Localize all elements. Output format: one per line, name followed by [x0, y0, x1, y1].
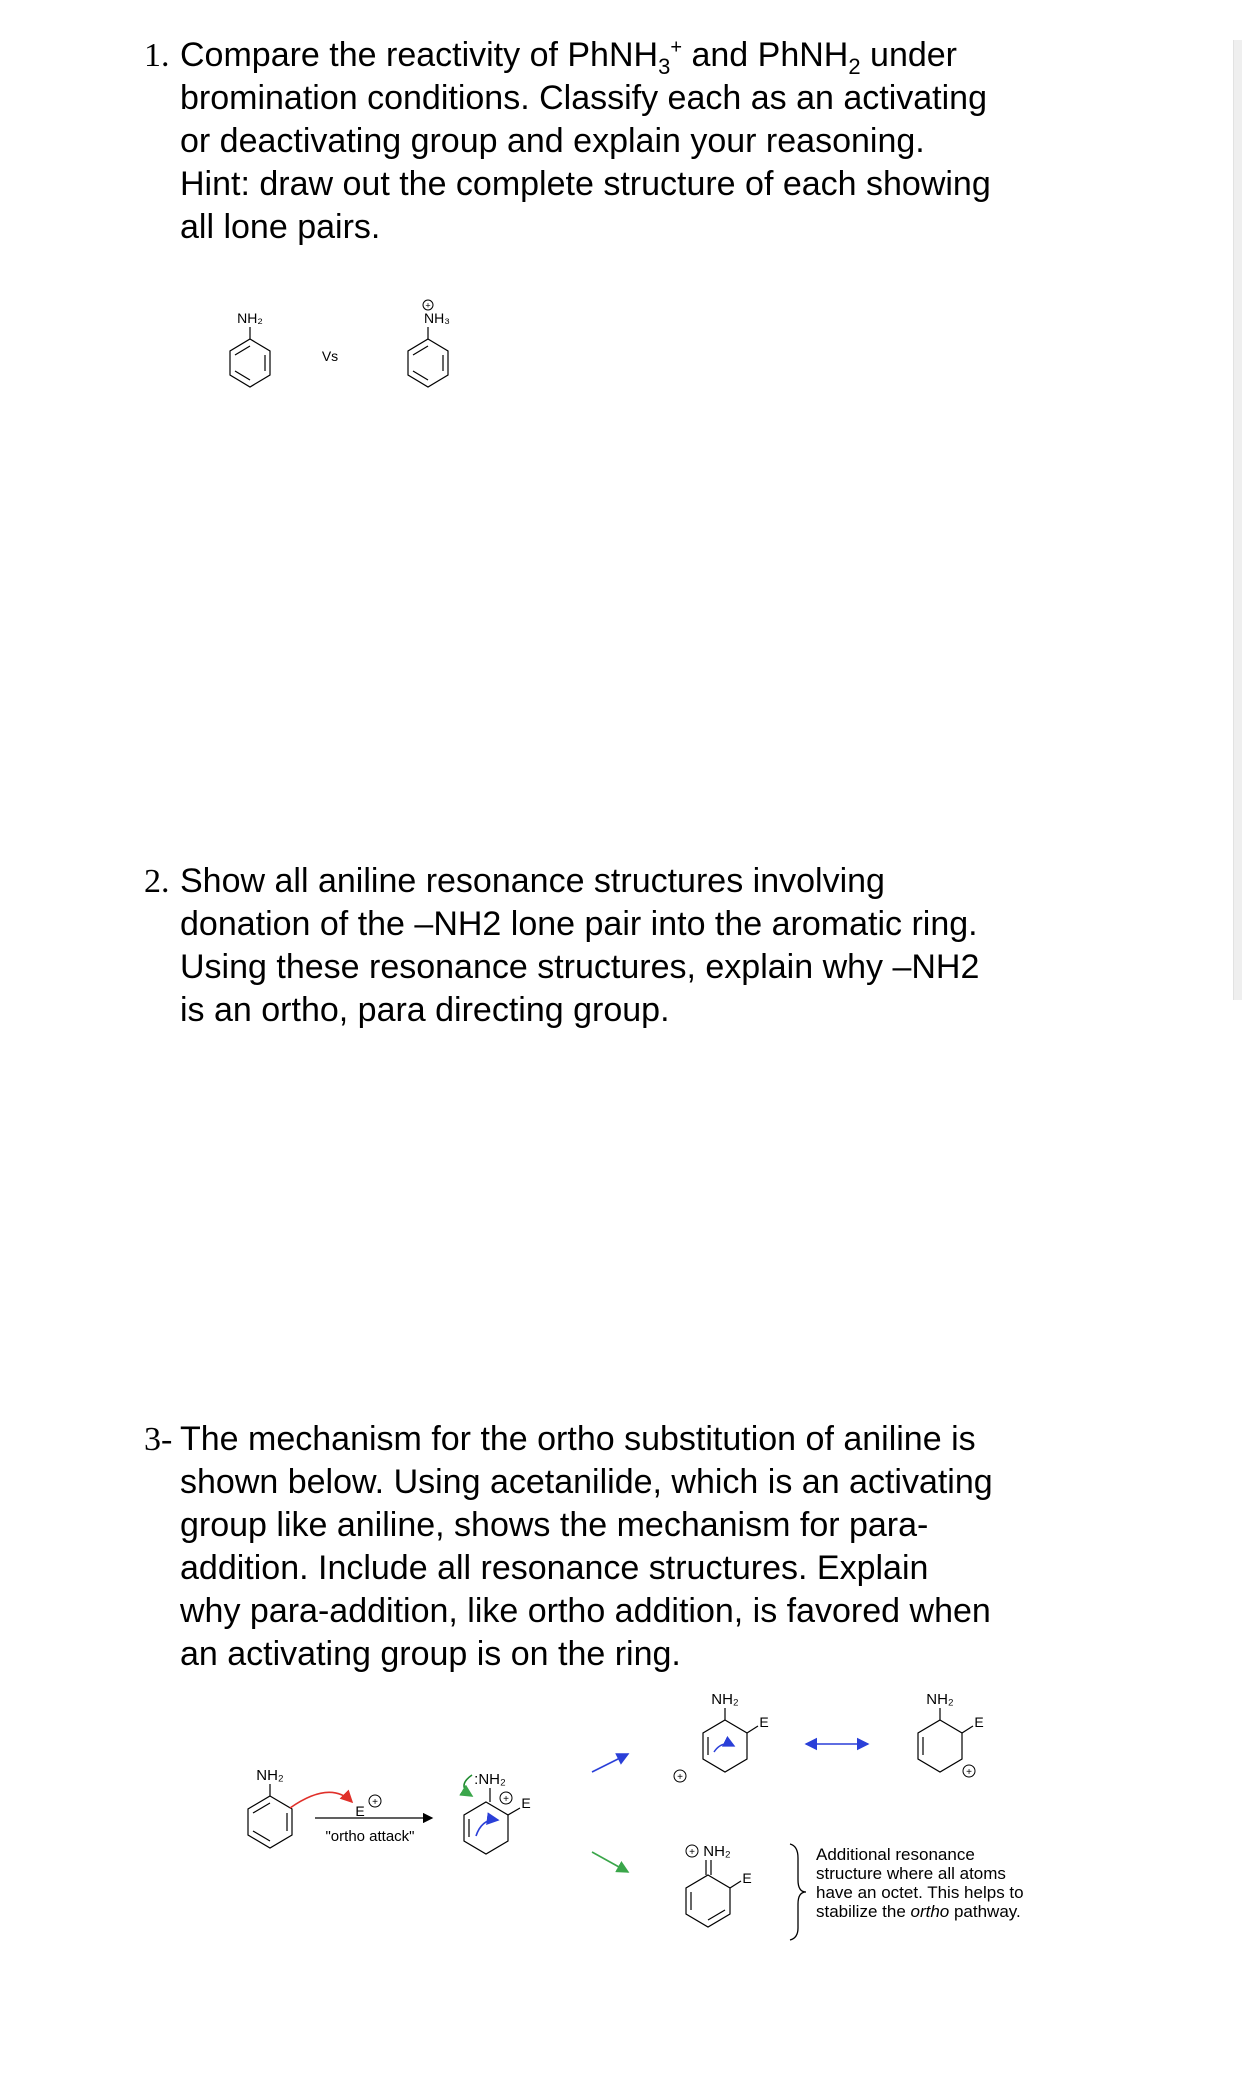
resonance-a-nh2-label: NH₂: [711, 1691, 739, 1708]
resonance-c-ring: [686, 1875, 730, 1927]
blue-resonance-arrow-up: [592, 1754, 628, 1772]
question-number: 1.: [144, 37, 170, 74]
intermediate-e-label: E: [521, 1795, 531, 1811]
question-3-line-5: why para-addition, like ortho addition, is favored when: [180, 1592, 991, 1630]
anilinium-charge: +: [425, 300, 431, 311]
resonance-bracket: [790, 1844, 806, 1940]
question-1-line-4: Hint: draw out the complete structure of each showing: [180, 165, 991, 203]
question-3: [144, 1418, 1120, 1676]
vs-label: Vs: [321, 348, 339, 364]
question-3-line-2: shown below. Using acetanilide, which is an activating: [180, 1463, 993, 1501]
resonance-b-ring: [918, 1720, 962, 1772]
benzene-ring-left: [230, 339, 270, 387]
question-1: [144, 34, 1120, 249]
green-resonance-arrow-down: [592, 1852, 628, 1872]
question-number: 3-: [144, 1421, 173, 1458]
question-number: 2.: [144, 863, 170, 900]
question-3-line-1: The mechanism for the ortho substitution of aniline is: [180, 1420, 976, 1458]
blue-electron-arrow: [476, 1820, 498, 1836]
question-1-line-5: all lone pairs.: [180, 208, 381, 246]
intermediate-benzene-ring: [464, 1802, 508, 1854]
resonance-b-nh2-label: NH₂: [926, 1691, 954, 1708]
green-lone-pair-arrow: [464, 1775, 472, 1796]
question-3-line-4: addition. Include all resonance structures. Explain: [180, 1549, 929, 1587]
start-nh2-label: NH₂: [256, 1767, 284, 1784]
question-2-line-2: donation of the –NH2 lone pair into the aromatic ring.: [180, 905, 978, 943]
anilinium-nh3-label: NH₃: [424, 310, 450, 326]
intermediate-charge: +: [503, 1794, 509, 1805]
resonance-a-e-label: E: [759, 1714, 769, 1730]
question-1-line-2: bromination conditions. Classify each as an activating: [180, 79, 987, 117]
start-benzene-ring: [248, 1796, 292, 1848]
question-3-line-6: an activating group is on the ring.: [180, 1635, 681, 1673]
electrophile-charge: +: [372, 1797, 378, 1808]
resonance-a-ring: [703, 1720, 747, 1772]
resonance-b-charge: +: [966, 1767, 972, 1778]
resonance-c-charge: +: [689, 1847, 695, 1858]
resonance-a-curved-arrow: [714, 1744, 734, 1752]
resonance-c-nh2-label: NH₂: [703, 1843, 731, 1860]
resonance-a-charge: +: [677, 1772, 683, 1783]
question-2-line-3: Using these resonance structures, explain why –NH2: [180, 948, 980, 986]
electrophile-label: E: [355, 1803, 365, 1819]
resonance-c-e-label: E: [742, 1870, 752, 1886]
question-1-line-1: Compare the reactivity of PhNH$_3$+ and PhNH$_2$ under: [180, 36, 957, 79]
intermediate-nh2-label: :NH₂: [474, 1771, 506, 1788]
aniline-nh2-label: NH₂: [237, 310, 263, 326]
aniline-vs-anilinium-figure: [200, 295, 480, 400]
page-scrollbar[interactable]: [1233, 40, 1242, 1000]
question-2-line-1: Show all aniline resonance structures involving: [180, 862, 885, 900]
question-3-line-3: group like aniline, shows the mechanism for para-: [180, 1506, 929, 1544]
benzene-ring-right: [408, 339, 448, 387]
resonance-note: Additional resonance structure where all atoms have an octet. This helps to stabilize the ortho pathway.: [816, 1845, 1024, 1921]
red-attack-arrow: [290, 1792, 352, 1808]
question-2-line-4: is an ortho, para directing group.: [180, 991, 670, 1029]
resonance-b-e-label: E: [974, 1714, 984, 1730]
question-1-line-3: or deactivating group and explain your reasoning.: [180, 122, 925, 160]
question-2: [144, 860, 1120, 1032]
ortho-attack-label: "ortho attack": [325, 1828, 415, 1845]
